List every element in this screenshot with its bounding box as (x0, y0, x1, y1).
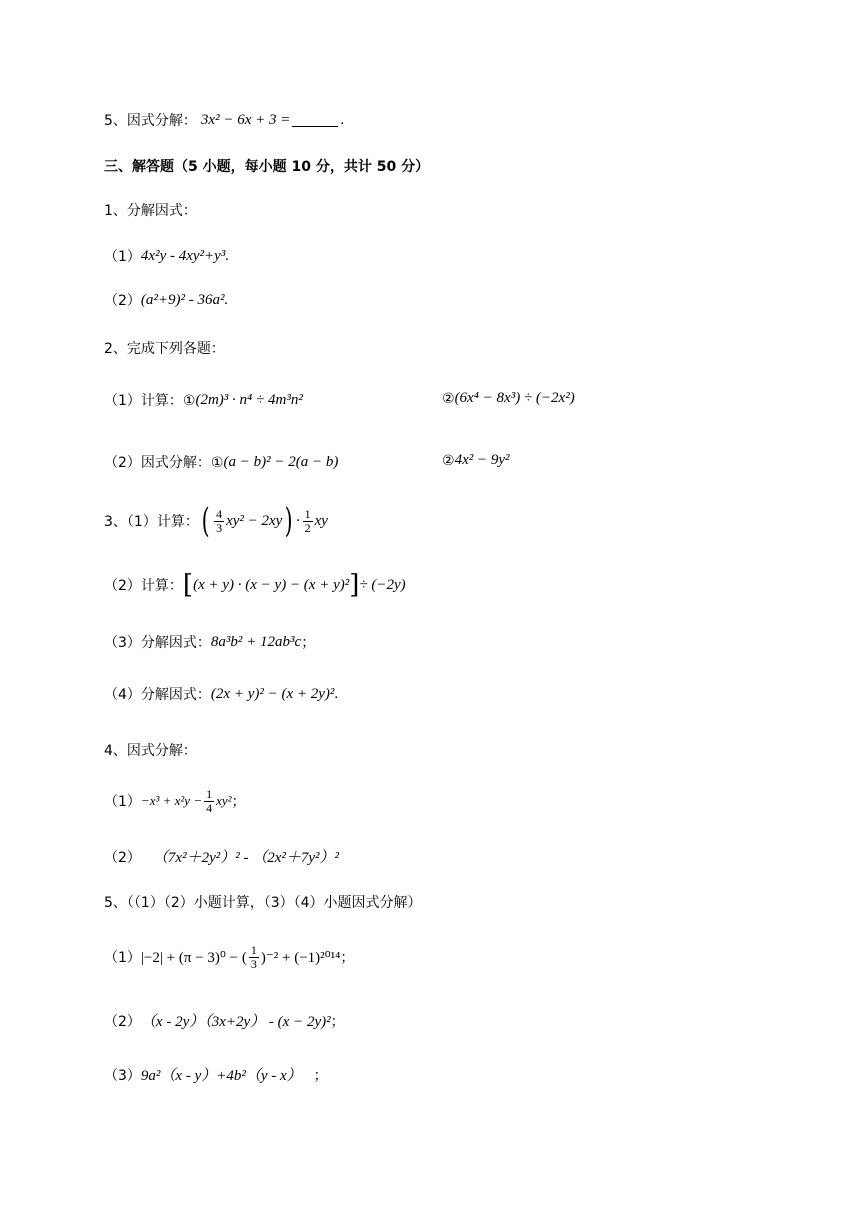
problem-3-part-4: （4）分解因式： (2x + y)² − (x + 2y)² . (104, 685, 339, 703)
part-label: （2） (104, 849, 141, 866)
math-expression: 9a²（x - y）+4b²（y - x） (140, 1068, 302, 1084)
math-expression: 4x²y - 4xy²+y³. (140, 247, 230, 264)
dot-operator: · (295, 512, 301, 529)
part-label: （1） (104, 950, 141, 967)
problem-2-part-1 (104, 390, 303, 410)
math-expression: （x - 2y）（3x+2y） - (x − 2y)² (140, 1014, 331, 1030)
problem-5-part-2: （2） （x - 2y）（3x+2y） - (x − 2y)² ； (104, 1010, 345, 1031)
part-label: （1）计算：① (104, 393, 196, 409)
problem-3-part-3: （3）分解因式： 8a³b² + 12ab³c ； (104, 633, 316, 651)
part-label: （3） (104, 1067, 141, 1084)
fraction: $\frac{1}{3}$ (250, 943, 257, 971)
problem-4-part-2 (104, 846, 339, 867)
fill-question-5 (104, 110, 344, 130)
right-paren: ) (284, 501, 293, 541)
math-expression: xy² − 2xy (226, 512, 283, 529)
problem-3-part-2 (104, 572, 406, 598)
part-label: （4）分解因式： (104, 687, 211, 703)
problem-2-part-1b (442, 390, 575, 407)
math-expression: xy (314, 512, 328, 529)
math-expression: 3x² − 6x + 3 = (200, 111, 291, 128)
part-label: （1） (104, 794, 141, 811)
math-expression: −x³ + x²y − (140, 793, 203, 809)
problem-5-part-3: （3） 9a²（x - y）+4b²（y - x） ； (104, 1064, 328, 1085)
math-expression: 8a³b² + 12ab³c (210, 633, 302, 650)
fraction: $\frac{4}{3}$ (216, 506, 223, 535)
math-expression: （7x²＋2y²）² - （2x²＋7y²）² (152, 850, 340, 866)
problem-2-part-2 (104, 452, 338, 472)
problem-1-title: 1、分解因式： (104, 203, 197, 219)
problem-1-part-2 (104, 290, 228, 310)
circled-label: ② (442, 452, 455, 469)
question-number: 5、因式分解： (104, 113, 197, 129)
math-expression: (2x + y)² − (x + 2y)² (210, 685, 335, 702)
math-expression: xy² (216, 793, 232, 809)
period: . (340, 111, 345, 128)
problem-5-title: 5、（（1）（2）小题计算，（3）（4）小题因式分解） (104, 895, 422, 911)
part-label: （3）分解因式： (104, 635, 211, 651)
fraction: $\frac{1}{4}$ (206, 787, 213, 815)
problem-5-part-1: （1） |−2| + (π − 3)⁰ − ( $\frac{1}{3}$ )⁻² + (−1)²⁰¹⁴ ； (104, 943, 355, 971)
math-expression: (a²+9)² - 36a². (140, 291, 229, 308)
circled-label: ② (442, 390, 455, 407)
math-expression: (a − b)² − 2(a − b) (223, 453, 339, 470)
right-bracket: ] (349, 570, 360, 600)
math-expression: (6x⁴ − 8x³) ÷ (−2x²) (454, 390, 575, 406)
part-label: （1） (104, 249, 141, 265)
answer-blank (292, 114, 338, 127)
problem-4-title: 4、因式分解： (104, 743, 197, 759)
left-bracket: [ (182, 570, 194, 600)
problem-3-part-1 (104, 501, 328, 541)
part-label: 3、（1）计算： (104, 514, 199, 530)
left-paren: ( (201, 501, 210, 541)
math-expression: 4x² − 9y² (454, 452, 510, 468)
math-expression: )⁻² + (−1)²⁰¹⁴ (260, 949, 341, 966)
fraction: $\frac{1}{2}$ (304, 506, 311, 535)
section-title: 三、解答题（5 小题，每小题 10 分，共计 50 分） (104, 159, 430, 175)
math-expression: (x + y) · (x − y) − (x + y)² (193, 576, 350, 593)
problem-4-part-1: （1） −x³ + x²y − $\frac{1}{4}$ xy² ； (104, 787, 246, 815)
math-expression: |−2| + (π − 3)⁰ − ( (140, 949, 247, 966)
problem-2-part-2b (442, 452, 510, 469)
part-label: （2） (104, 1013, 141, 1030)
part-label: （2） (104, 293, 141, 309)
math-expression: (2m)³ · n⁴ ÷ 4m³n² (195, 391, 303, 408)
problem-2-title: 2、完成下列各题： (104, 341, 225, 357)
math-expression: ÷ (−2y) (359, 576, 406, 593)
part-label: （2）因式分解：① (104, 455, 224, 471)
problem-1-part-1 (104, 246, 229, 266)
part-label: （2）计算： (104, 578, 183, 594)
